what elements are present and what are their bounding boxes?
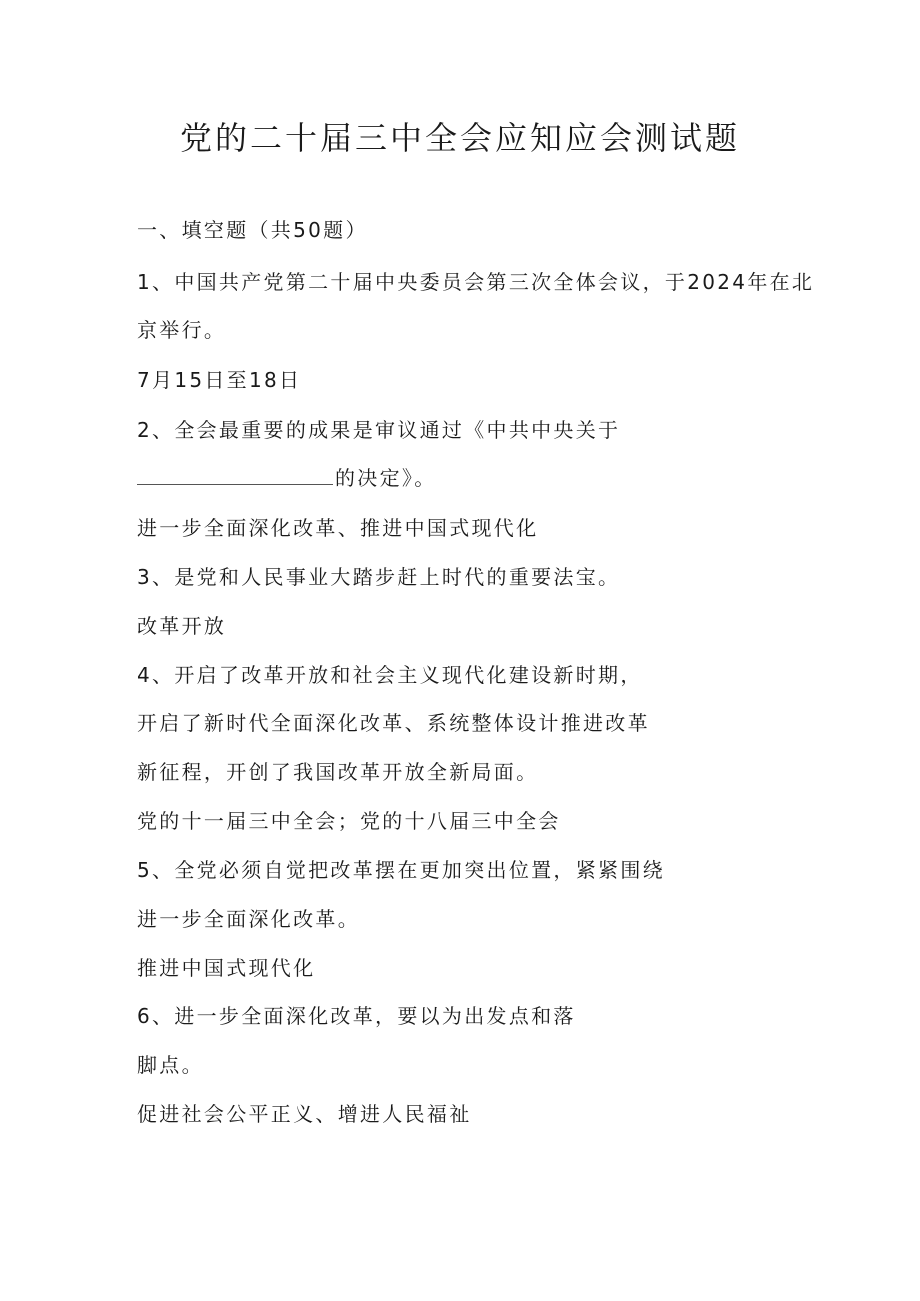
question-1-line-2: 京举行。 [137,318,227,342]
question-5-answer: 推进中国式现代化 [137,956,316,980]
answer-blank [137,464,333,485]
section-heading: 一、填空题（共50题） [137,218,368,242]
document-title: 党的二十届三中全会应知应会测试题 [179,119,740,157]
question-1-answer: 7月15日至18日 [137,368,302,392]
question-2-line-1: 2、全会最重要的成果是审议通过《中共中央关于 [137,418,621,442]
question-4-answer: 党的十一届三中全会；党的十八届三中全会 [137,809,561,833]
question-5-line-2: 进一步全面深化改革。 [137,907,360,931]
question-2-line-2-suffix: 的决定》。 [335,466,437,490]
question-5-line-1: 5、全党必须自觉把改革摆在更加突出位置，紧紧围绕 [137,858,665,882]
question-1-line-1: 1、中国共产党第二十届中央委员会第三次全体会议，于2024年在北 [137,270,815,294]
question-2-line-2 [137,462,437,494]
question-6-answer: 促进社会公平正义、增进人民福祉 [137,1102,472,1126]
question-4-line-2: 开启了新时代全面深化改革、系统整体设计推进改革 [137,711,650,735]
question-2-answer: 进一步全面深化改革、推进中国式现代化 [137,516,539,540]
question-6-line-1: 6、进一步全面深化改革，要以为出发点和落 [137,1004,576,1028]
question-3-answer: 改革开放 [137,614,227,638]
question-4-line-1: 4、开启了改革开放和社会主义现代化建设新时期， [137,663,643,687]
question-6-line-2: 脚点。 [137,1053,204,1077]
question-4-line-3: 新征程，开创了我国改革开放全新局面。 [137,760,539,784]
question-3-line-1: 3、是党和人民事业大踏步赶上时代的重要法宝。 [137,565,621,589]
